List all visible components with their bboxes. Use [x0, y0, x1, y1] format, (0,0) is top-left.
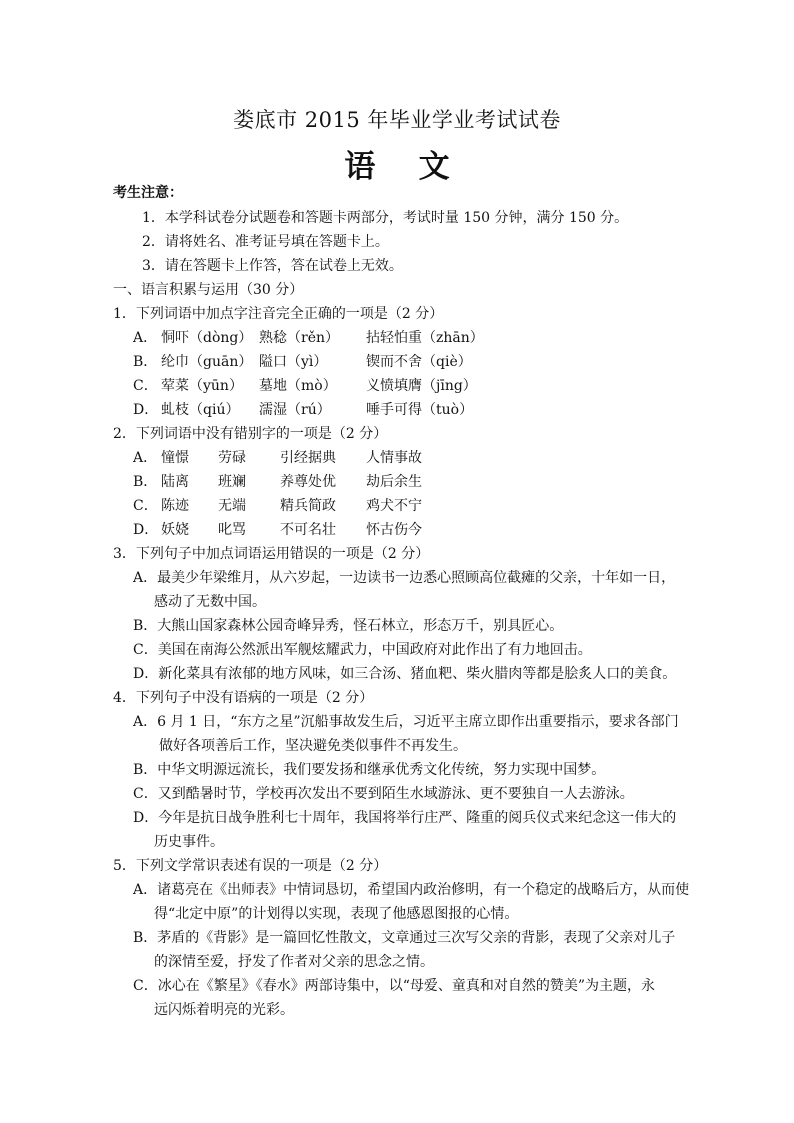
- notice-heading: 考生注意：: [113, 185, 183, 201]
- option-label: A．: [133, 330, 158, 346]
- option-word: 养尊处优: [280, 474, 336, 490]
- q5-option-b: [133, 929, 675, 947]
- option-word: 恫吓（dòng）: [161, 330, 253, 346]
- question-5-stem: 5．下列文学常识表述有误的一项是（2 分）: [113, 858, 388, 874]
- option-word: 墓地（mò）: [259, 378, 337, 394]
- option-word: 唾手可得（tuò）: [366, 402, 474, 418]
- option-word: 劳碌: [218, 450, 246, 466]
- option-label: C．: [133, 498, 158, 514]
- option-text: 茅盾的《背影》是一篇回忆性散文，文章通过三次写父亲的背影，表现了父亲对儿子: [157, 930, 676, 946]
- option-label: C．: [133, 978, 158, 994]
- option-label: A．: [133, 570, 158, 586]
- option-text: 最美少年梁维月，从六岁起，一边读书一边悉心照顾高位截瘫的父亲，十年如一日，: [157, 570, 676, 586]
- option-word: 义愤填膺（jīng）: [366, 378, 477, 394]
- notice-item: 3．请在答题卡上作答，答在试卷上无效。: [142, 258, 403, 274]
- option-label: B．: [133, 618, 158, 634]
- option-word: 妖娆: [161, 522, 189, 538]
- option-word: 纶巾（guān）: [161, 354, 253, 370]
- option-word: 陆离: [161, 474, 189, 490]
- option-word: 引经据典: [280, 450, 336, 466]
- question-1-stem: 1．下列词语中加点字注音完全正确的一项是（2 分）: [113, 306, 444, 322]
- option-label: B．: [133, 354, 158, 370]
- option-text: 中华文明源远流长，我们要发扬和继承优秀文化传统，努力实现中国梦。: [157, 762, 606, 778]
- option-text-continued: 得“北定中原”的计划得以实现，表现了他感恩图报的心情。: [154, 906, 519, 922]
- section-heading: 一、语言积累与运用（30 分）: [113, 282, 304, 298]
- question-2-stem: 2．下列词语中没有错别字的一项是（2 分）: [113, 426, 388, 442]
- q1-option-d: [133, 401, 473, 419]
- option-word: 班斓: [218, 474, 246, 490]
- option-text-continued: 远闪烁着明亮的光彩。: [154, 1002, 294, 1018]
- q4-option-d: [133, 809, 676, 827]
- option-word: 人情事故: [366, 450, 422, 466]
- option-label: D．: [133, 666, 159, 682]
- option-label: A．: [133, 882, 158, 898]
- option-text: 6 月 1 日，“东方之星”沉船事故发生后，习近平主席立即作出重要指示，要求各部门: [157, 714, 679, 730]
- option-label: C．: [133, 642, 158, 658]
- option-word: 熟稔（rěn）: [259, 330, 339, 346]
- q2-option-a: [133, 449, 422, 467]
- option-text-continued: 的深情至爱，抒发了作者对父亲的思念之情。: [154, 954, 434, 970]
- option-word: 拈轻怕重（zhān）: [366, 330, 484, 346]
- option-word: 叱骂: [218, 522, 246, 538]
- option-word: 精兵简政: [280, 498, 336, 514]
- q2-option-c: [133, 497, 422, 515]
- option-word: 虬枝（qiú）: [161, 402, 240, 418]
- q1-option-b: [133, 353, 472, 371]
- q1-option-a: [133, 329, 484, 347]
- option-text: 新化菜具有浓郁的地方风味，如三合汤、猪血粑、柴火腊肉等都是脍炙人口的美食。: [158, 666, 677, 682]
- option-word: 锲而不舍（qiè）: [366, 354, 472, 370]
- option-label: D．: [133, 810, 159, 826]
- option-word: 隘口（yì）: [259, 354, 328, 370]
- q3-option-a: [133, 569, 675, 587]
- notice-item: 1．本学科试卷分试题卷和答题卡两部分，考试时量 150 分钟，满分 150 分。: [142, 210, 629, 226]
- option-label: D．: [133, 522, 159, 538]
- q3-option-c: [133, 641, 592, 659]
- option-label: B．: [133, 474, 158, 490]
- option-word: 无端: [218, 498, 246, 514]
- option-text: 大熊山国家森林公园奇峰异秀，怪石林立，形态万千，别具匠心。: [157, 618, 564, 634]
- question-3-stem: 3．下列句子中加点词语运用错误的一项是（2 分）: [113, 546, 430, 562]
- option-label: A．: [133, 450, 158, 466]
- q4-option-b: [133, 761, 605, 779]
- option-text: 诸葛亮在《出师表》中情词恳切，希望国内政治修明，有一个稳定的战略后方，从而使: [157, 882, 690, 898]
- q3-option-b: [133, 617, 563, 635]
- option-text-continued: 历史事件。: [154, 834, 224, 850]
- option-text: 今年是抗日战争胜利七十周年，我国将举行庄严、隆重的阅兵仪式来纪念这一伟大的: [158, 810, 677, 826]
- option-text: 又到酷暑时节，学校再次发出不要到陌生水域游泳、更不要独自一人去游泳。: [157, 786, 634, 802]
- option-text-continued: 做好各项善后工作，坚决避免类似事件不再发生。: [159, 738, 467, 754]
- option-text: 冰心在《繁星》《春水》两部诗集中，以“母爱、童真和对自然的赞美”为主题，永: [157, 978, 656, 994]
- q4-option-a: [133, 713, 679, 731]
- option-word: 怀古伤今: [366, 522, 422, 538]
- q3-option-d: [133, 665, 676, 683]
- q5-option-a: [133, 881, 689, 899]
- q5-option-c: [133, 977, 655, 995]
- subject-title: 语 文: [344, 149, 450, 185]
- option-label: C．: [133, 786, 158, 802]
- option-word: 不可名壮: [280, 522, 336, 538]
- option-word: 荤菜（yūn）: [161, 378, 243, 394]
- option-label: B．: [133, 762, 158, 778]
- q1-option-c: [133, 377, 477, 395]
- q2-option-b: [133, 473, 422, 491]
- option-text: 美国在南海公然派出军舰炫耀武力，中国政府对此作出了有力地回击。: [157, 642, 592, 658]
- q2-option-d: [133, 521, 422, 539]
- option-label: A．: [133, 714, 158, 730]
- option-word: 劫后余生: [366, 474, 422, 490]
- option-text-continued: 感动了无数中国。: [154, 594, 266, 610]
- notice-item: 2．请将姓名、准考证号填在答题卡上。: [142, 234, 389, 250]
- option-word: 鸡犬不宁: [366, 498, 422, 514]
- option-label: D．: [133, 402, 159, 418]
- question-4-stem: 4．下列句子中没有语病的一项是（2 分）: [113, 690, 374, 706]
- option-label: C．: [133, 378, 158, 394]
- page-title: 娄底市 2015 年毕业学业考试试卷: [233, 108, 561, 132]
- option-word: 濡湿（rú）: [259, 402, 331, 418]
- option-word: 陈迹: [161, 498, 189, 514]
- q4-option-c: [133, 785, 634, 803]
- option-word: 憧憬: [161, 450, 189, 466]
- option-label: B．: [133, 930, 158, 946]
